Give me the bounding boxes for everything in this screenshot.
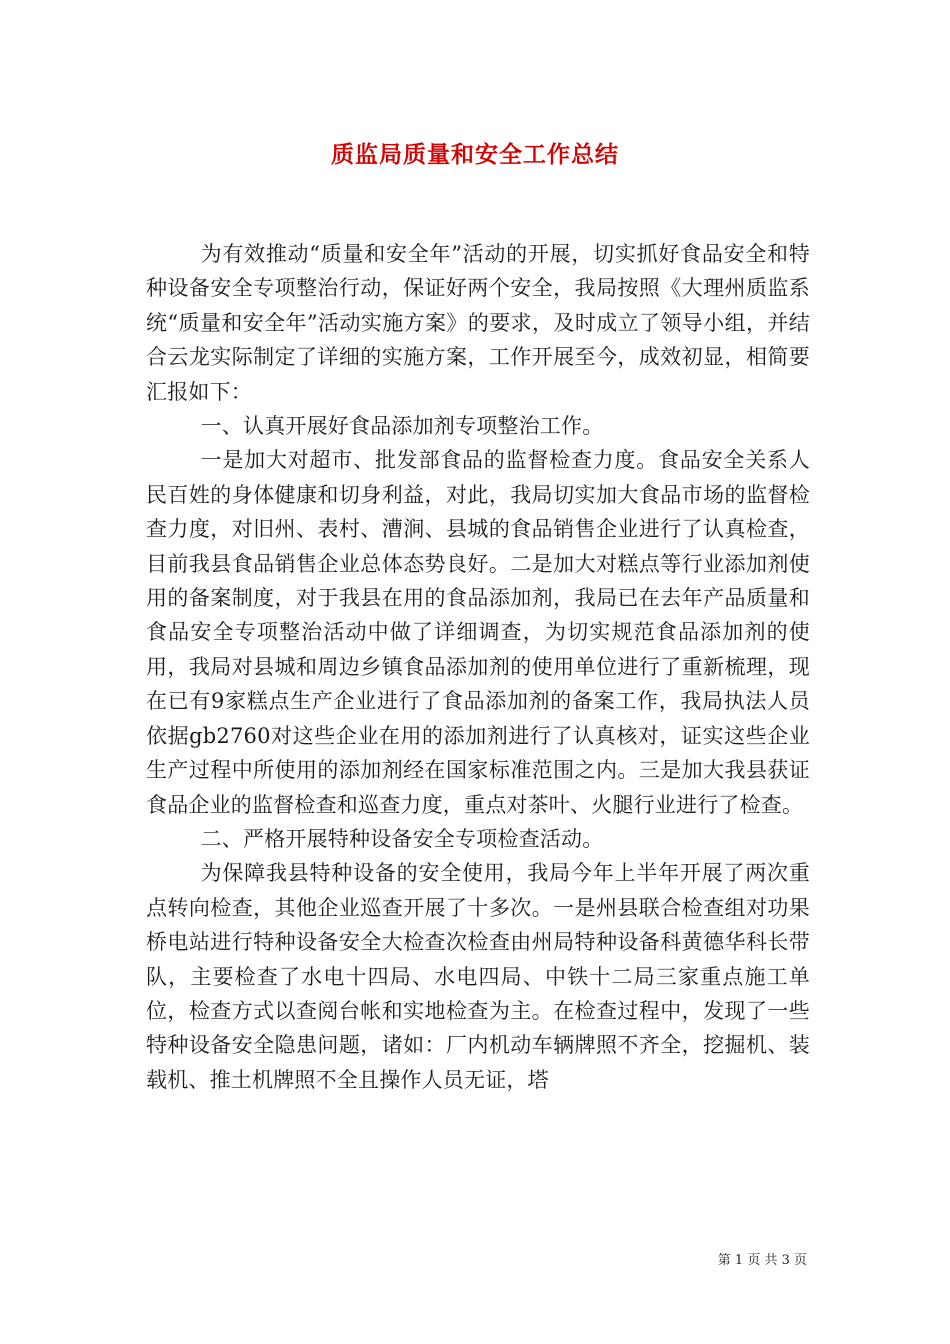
paragraph-food-additives: 一是加大对超市、批发部食品的监督检查力度。食品安全关系人民百姓的身体健康和切身利益，对此，我局切实加大食品市场的监督检查力度，对旧州、表村、漕涧、县城的食品销售企业进行了认真检查，目前我县食品销售企业总体态势良好。二是加大对糕点等行业添加剂使用的备案制度，对于我县在用的食品添加剂，我局已在去年产品质量和食品安全专项整治活动中做了详细调查，为切实规范食品添加剂的使用，我局对县城和周边乡镇食品添加剂的使用单位进行了重新梳理，现在已有9家糕点生产企业进行了食品添加剂的备案工作，我局执法人员依据gb2760对这些企业在用的添加剂进行了认真核对，证实这些企业生产过程中所使用的添加剂经在国家标准范围之内。三是加大我县获证食品企业的监督检查和巡查力度，重点对茶叶、火腿行业进行了检查。 xyxy=(146,448,810,817)
paragraph-intro: 为有效推动“质量和安全年”活动的开展，切实抓好食品安全和特种设备安全专项整治行动，保证好两个安全，我局按照《大理州质监系统“质量和安全年”活动实施方案》的要求，及时成立了领导小组，并结合云龙实际制定了详细的实施方案，工作开展至今，成效初显，相简要汇报如下： xyxy=(146,242,810,404)
page-number: 第 1 页 共 3 页 xyxy=(717,1253,807,1268)
document-body xyxy=(146,237,810,1097)
document-title: 质监局质量和安全工作总结 xyxy=(331,141,619,168)
section-heading-2: 二、严格开展特种设备安全专项检查活动。 xyxy=(200,826,604,851)
section-heading-1: 一、认真开展好食品添加剂专项整治工作。 xyxy=(200,414,604,439)
paragraph-special-equipment: 为保障我县特种设备的安全使用，我局今年上半年开展了两次重点转向检查，其他企业巡查开展了十多次。一是州县联合检查组对功果桥电站进行特种设备安全大检查次检查由州局特种设备科黄德华科长带队，主要检查了水电十四局、水电四局、中铁十二局三家重点施工单位，检查方式以查阅台帐和实地检查为主。在检查过程中，发现了一些特种设备安全隐患问题，诸如：厂内机动车辆牌照不齐全，挖掘机、装载机、推土机牌照不全且操作人员无证，塔 xyxy=(146,861,810,1092)
